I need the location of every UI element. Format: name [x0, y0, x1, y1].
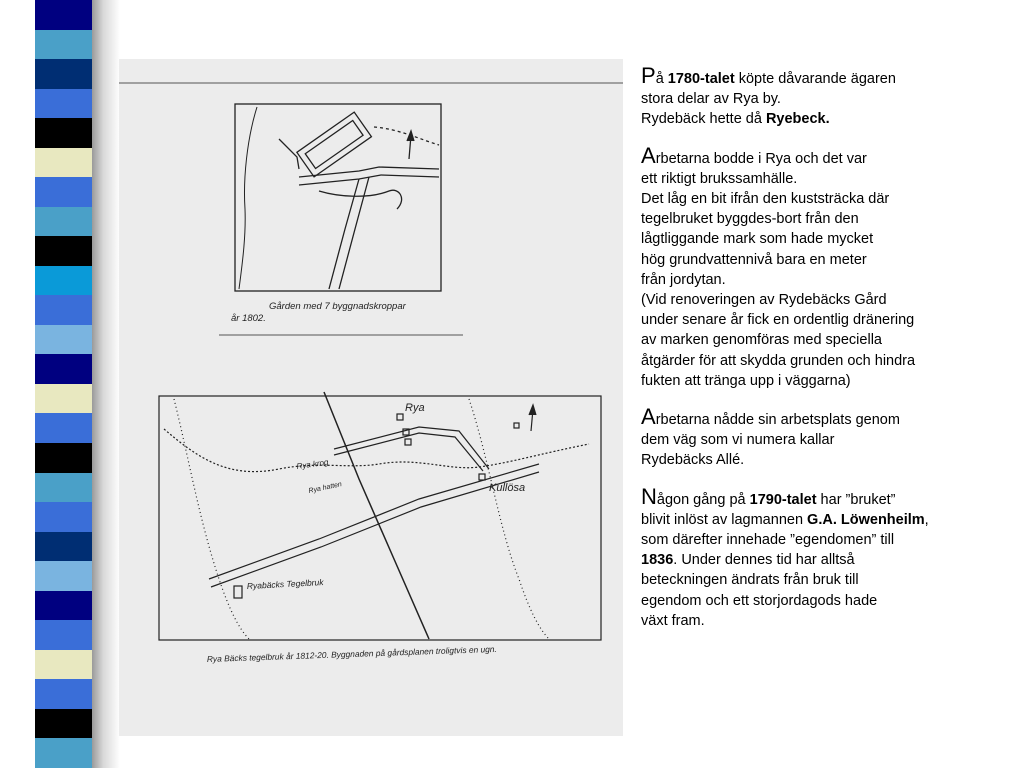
- text-line: hög grundvattennivå bara en meter: [641, 251, 867, 268]
- stripe-segment: [35, 502, 92, 532]
- stripe-segment: [35, 679, 92, 709]
- text-line: ett riktigt brukssamhälle.: [641, 170, 798, 187]
- stripe-segment: [35, 738, 92, 768]
- stripe-segment: [35, 413, 92, 443]
- stripe-segment: [35, 89, 92, 119]
- map-1802: [235, 104, 441, 291]
- text-span: . Under dennes tid har alltså: [673, 552, 855, 569]
- text-line: Det låg en bit ifrån den kuststräcka där: [641, 191, 890, 208]
- stripe-segment: [35, 148, 92, 178]
- bold-year: 1790-talet: [749, 491, 817, 508]
- text-line: under senare år fick en ordentlig dränering: [641, 312, 915, 329]
- stripe-segment: [35, 118, 92, 148]
- map2-caption: Rya Bäcks tegelbruk år 1812-20. Byggnaden på gårdsplanen troligtvis en ugn.: [206, 643, 497, 664]
- text-line: lågtliggande mark som hade mycket: [641, 231, 874, 248]
- stripe-segment: [35, 532, 92, 562]
- text-span: blivit inlöst av lagmannen: [641, 511, 808, 528]
- text-span: Rydebäck hette då: [641, 111, 766, 128]
- stripe-segment: [35, 561, 92, 591]
- drop-cap: P: [641, 63, 656, 88]
- text-line: Rydebäcks Allé.: [641, 452, 745, 469]
- text-line: som därefter innehade ”egendomen” till: [641, 532, 895, 549]
- map2-label-kullosa: Kullösa: [489, 482, 526, 494]
- map2-label-hatten: Rya hatten: [307, 481, 343, 495]
- text-line: växt fram.: [641, 612, 705, 629]
- stripe-segment: [35, 325, 92, 355]
- map2-label-rya: Rya: [405, 402, 425, 414]
- stripe-segment: [35, 207, 92, 237]
- text-line: (Vid renoveringen av Rydebäcks Gård: [641, 292, 887, 309]
- stripe-segment: [35, 473, 92, 503]
- text-line: egendom och ett storjordagods hade: [641, 592, 878, 609]
- text-line: åtgärder för att skydda grunden och hindra: [641, 352, 916, 369]
- text-span: ,: [924, 511, 929, 528]
- drop-cap: A: [641, 142, 656, 168]
- text-column: [641, 63, 1011, 647]
- stripe-shadow: [92, 0, 120, 768]
- text-line: rbetarna bodde i Rya och det var: [655, 150, 867, 167]
- text-line: beteckningen ändrats från bruk till: [641, 572, 859, 589]
- stripe-segment: [35, 591, 92, 621]
- text-span: köpte dåvarande ägaren: [734, 71, 896, 87]
- stripe-segment: [35, 295, 92, 325]
- text-line: rbetarna nådde sin arbetsplats genom: [655, 412, 900, 429]
- stripe-segment: [35, 59, 92, 89]
- text-line: tegelbruket byggdes-bort från den: [641, 211, 859, 228]
- decorative-stripe: [35, 0, 92, 768]
- drop-cap: A: [641, 404, 656, 430]
- stripe-segment: [35, 236, 92, 266]
- paragraph-workers-road: [641, 404, 1011, 471]
- bold-name: Ryebeck.: [765, 111, 830, 128]
- stripe-segment: [35, 620, 92, 650]
- stripe-segment: [35, 650, 92, 680]
- text-line: stora delar av Rya by.: [641, 91, 781, 108]
- stripe-segment: [35, 177, 92, 207]
- text-span: å: [655, 71, 668, 87]
- text-span: har ”bruket”: [816, 491, 896, 508]
- stripe-segment: [35, 0, 92, 30]
- map-1812-20: [159, 392, 601, 640]
- bold-name: G.A. Löwenheilm: [807, 511, 925, 528]
- text-line: dem väg som vi numera kallar: [641, 432, 835, 449]
- text-line: fukten att tränga upp i väggarna): [641, 372, 851, 389]
- map2-label-tegelbruk: Ryabäcks Tegelbruk: [246, 576, 324, 591]
- stripe-segment: [35, 30, 92, 60]
- paragraph-1780: [641, 63, 1011, 130]
- text-line: av marken genomföras med speciella: [641, 332, 882, 349]
- historical-maps-drawing: [119, 59, 623, 736]
- paragraph-workers-housing: [641, 142, 1011, 391]
- scanned-map-image: [119, 59, 623, 736]
- text-line: från jordytan.: [641, 271, 726, 288]
- stripe-segment: [35, 266, 92, 296]
- stripe-segment: [35, 354, 92, 384]
- stripe-segment: [35, 709, 92, 739]
- paragraph-1790: [641, 483, 1011, 631]
- stripe-segment: [35, 384, 92, 414]
- map1-year: år 1802.: [231, 313, 266, 324]
- map2-label-krog: Rya krog: [296, 457, 329, 471]
- bold-year: 1836: [641, 552, 674, 569]
- bold-year: 1780-talet: [667, 71, 735, 87]
- drop-cap: N: [641, 483, 657, 509]
- map1-caption: Gården med 7 byggnadskroppar: [269, 301, 406, 312]
- text-span: ågon gång på: [656, 491, 750, 508]
- stripe-segment: [35, 443, 92, 473]
